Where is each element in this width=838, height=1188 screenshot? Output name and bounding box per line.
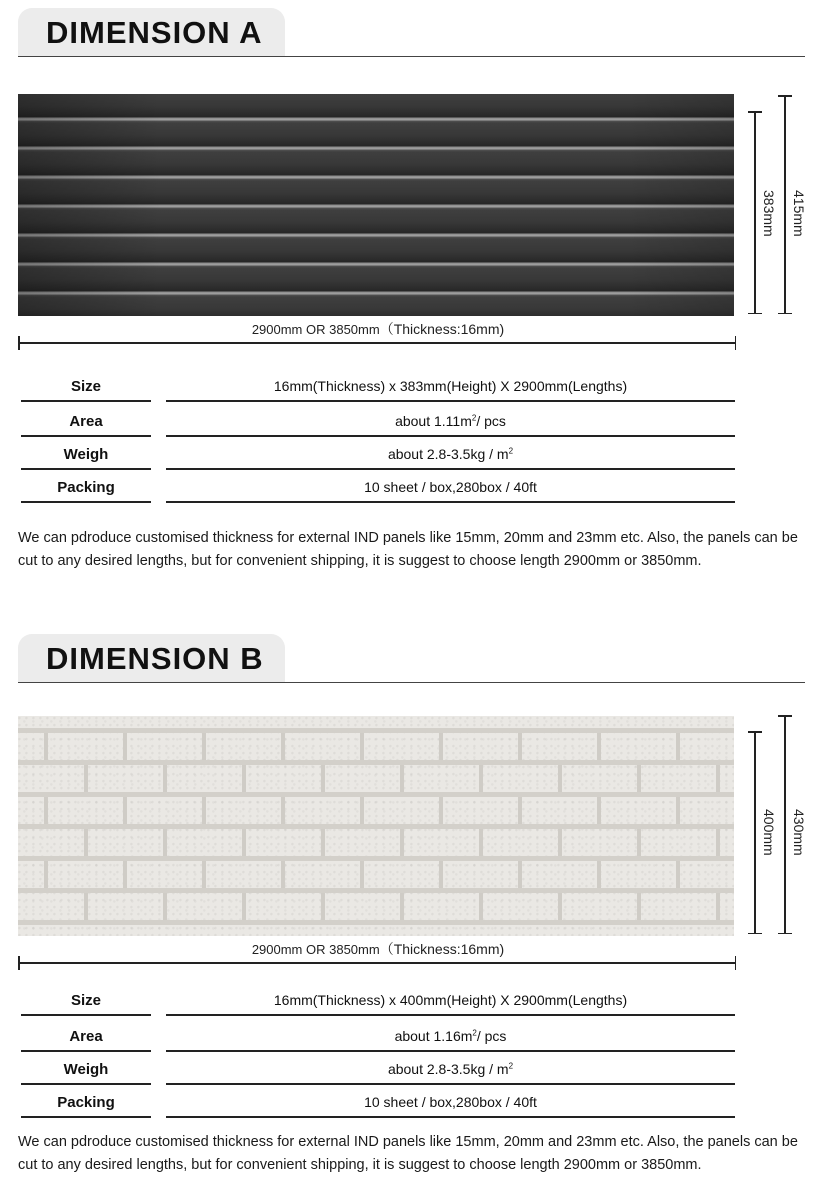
section-rule	[18, 56, 805, 57]
outer-height-label: 415mm	[791, 190, 807, 237]
inner-height-label: 400mm	[761, 809, 777, 856]
outer-height-dimension	[778, 715, 792, 934]
section-title: DIMENSION A	[46, 15, 263, 50]
dark-wall-panel-image	[18, 94, 734, 316]
spec-row-weigh: Weigh about $2.8-3.5kg / m^2$	[0, 1053, 838, 1083]
section-tab	[18, 8, 285, 56]
inner-height-dimension	[748, 111, 762, 314]
spec-row-size: Size 16mm(Thickness) x 400mm(Height) X 2900mm(Lengths)	[0, 984, 838, 1014]
spec-row-packing: Packing 10 sheet / box,280box / 40ft	[0, 471, 838, 501]
spec-row-packing: Packing 10 sheet / box,280box / 40ft	[0, 1086, 838, 1116]
spec-row-weigh: Weigh about $2.8-3.5kg / m^2$	[0, 438, 838, 468]
length-dimension	[18, 336, 736, 350]
dimension-b-section	[0, 634, 838, 1184]
outer-height-label: 430mm	[791, 809, 807, 856]
dimension-a-section	[0, 8, 838, 593]
customisation-note: We can pdroduce customised thickness for external IND panels like 15mm, 20mm and 23mm etc. Also, the panels can be cut to any desired lengths, but for convenient shipping, it is suggest to choose length 2900mm or 3850mm.	[18, 1134, 798, 1173]
section-tab	[18, 634, 285, 682]
length-label: 2900mm OR 3850mm（Thickness:16mm)	[251, 941, 505, 957]
outer-height-dimension	[778, 95, 792, 314]
brick-wall-panel-image	[18, 716, 734, 936]
spec-row-area: Area about $1.11m^2/$ pcs	[0, 405, 838, 435]
section-rule	[18, 682, 805, 683]
inner-height-dimension	[748, 731, 762, 934]
inner-height-label: 383mm	[761, 190, 777, 237]
spec-row-size: Size 16mm(Thickness) x 383mm(Height) X 2900mm(Lengths)	[0, 370, 838, 400]
customisation-note: We can pdroduce customised thickness for external IND panels like 15mm, 20mm and 23mm etc. Also, the panels can be cut to any desired lengths, but for convenient shipping, it is suggest to choose length 2900mm or 3850mm.	[18, 530, 798, 569]
length-label: 2900mm OR 3850mm（Thickness:16mm)	[251, 321, 505, 337]
spec-row-area: Area about $1.16m^2/$ pcs	[0, 1020, 838, 1050]
section-title: DIMENSION B	[46, 641, 264, 676]
length-dimension	[18, 956, 736, 970]
